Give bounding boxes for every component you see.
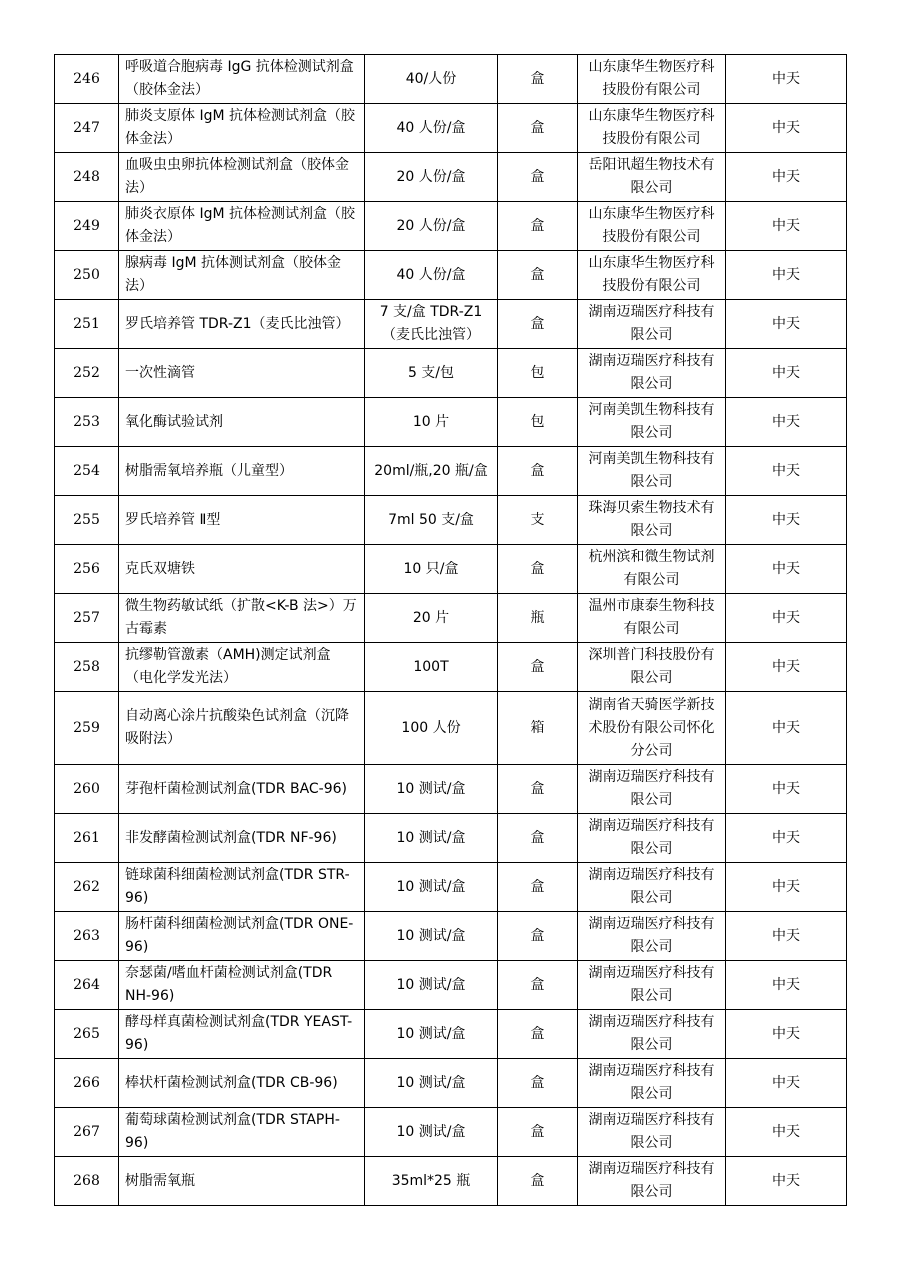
product-name: 抗缪勒管激素（AMH)测定试剂盒（电化学发光法） bbox=[119, 643, 365, 692]
row-number: 246 bbox=[55, 55, 119, 104]
product-unit: 盒 bbox=[498, 912, 578, 961]
row-number: 257 bbox=[55, 594, 119, 643]
distributor: 中天 bbox=[726, 765, 847, 814]
product-name: 一次性滴管 bbox=[119, 349, 365, 398]
distributor: 中天 bbox=[726, 349, 847, 398]
product-unit: 盒 bbox=[498, 863, 578, 912]
product-name: 酵母样真菌检测试剂盒(TDR YEAST-96) bbox=[119, 1010, 365, 1059]
distributor: 中天 bbox=[726, 863, 847, 912]
product-spec: 40 人份/盒 bbox=[365, 104, 498, 153]
manufacturer: 湖南迈瑞医疗科技有限公司 bbox=[578, 1059, 726, 1108]
distributor: 中天 bbox=[726, 447, 847, 496]
row-number: 248 bbox=[55, 153, 119, 202]
product-name: 树脂需氧培养瓶（儿童型） bbox=[119, 447, 365, 496]
table-row bbox=[55, 496, 847, 545]
product-spec: 20 人份/盒 bbox=[365, 153, 498, 202]
table-row bbox=[55, 863, 847, 912]
product-spec: 7ml 50 支/盒 bbox=[365, 496, 498, 545]
row-number: 256 bbox=[55, 545, 119, 594]
manufacturer: 温州市康泰生物科技有限公司 bbox=[578, 594, 726, 643]
product-unit: 盒 bbox=[498, 765, 578, 814]
product-spec: 10 测试/盒 bbox=[365, 1108, 498, 1157]
product-spec: 10 测试/盒 bbox=[365, 1059, 498, 1108]
row-number: 260 bbox=[55, 765, 119, 814]
manufacturer: 山东康华生物医疗科技股份有限公司 bbox=[578, 104, 726, 153]
table-row bbox=[55, 300, 847, 349]
product-unit: 盒 bbox=[498, 104, 578, 153]
product-name: 微生物药敏试纸（扩散<K-B 法>）万古霉素 bbox=[119, 594, 365, 643]
product-spec: 100 人份 bbox=[365, 692, 498, 765]
product-spec: 40 人份/盒 bbox=[365, 251, 498, 300]
product-name: 链球菌科细菌检测试剂盒(TDR STR-96) bbox=[119, 863, 365, 912]
distributor: 中天 bbox=[726, 398, 847, 447]
distributor: 中天 bbox=[726, 692, 847, 765]
manufacturer: 岳阳讯超生物技术有限公司 bbox=[578, 153, 726, 202]
product-spec: 10 测试/盒 bbox=[365, 912, 498, 961]
product-spec: 10 只/盒 bbox=[365, 545, 498, 594]
product-unit: 盒 bbox=[498, 961, 578, 1010]
product-unit: 盒 bbox=[498, 1010, 578, 1059]
product-name: 罗氏培养管 TDR-Z1（麦氏比浊管） bbox=[119, 300, 365, 349]
manufacturer: 河南美凯生物科技有限公司 bbox=[578, 398, 726, 447]
product-name: 腺病毒 IgM 抗体测试剂盒（胶体金法） bbox=[119, 251, 365, 300]
manufacturer: 山东康华生物医疗科技股份有限公司 bbox=[578, 55, 726, 104]
product-name: 非发酵菌检测试剂盒(TDR NF-96) bbox=[119, 814, 365, 863]
product-spec: 100T bbox=[365, 643, 498, 692]
product-name: 罗氏培养管 Ⅱ型 bbox=[119, 496, 365, 545]
product-spec: 20 片 bbox=[365, 594, 498, 643]
product-name: 呼吸道合胞病毒 IgG 抗体检测试剂盒（胶体金法） bbox=[119, 55, 365, 104]
product-table bbox=[54, 54, 847, 1206]
manufacturer: 湖南迈瑞医疗科技有限公司 bbox=[578, 765, 726, 814]
product-name: 葡萄球菌检测试剂盒(TDR STAPH-96) bbox=[119, 1108, 365, 1157]
product-unit: 瓶 bbox=[498, 594, 578, 643]
row-number: 254 bbox=[55, 447, 119, 496]
row-number: 255 bbox=[55, 496, 119, 545]
product-unit: 支 bbox=[498, 496, 578, 545]
product-unit: 包 bbox=[498, 398, 578, 447]
row-number: 266 bbox=[55, 1059, 119, 1108]
table-row bbox=[55, 447, 847, 496]
table-row bbox=[55, 643, 847, 692]
product-unit: 盒 bbox=[498, 300, 578, 349]
distributor: 中天 bbox=[726, 912, 847, 961]
product-unit: 盒 bbox=[498, 1157, 578, 1206]
distributor: 中天 bbox=[726, 961, 847, 1010]
manufacturer: 河南美凯生物科技有限公司 bbox=[578, 447, 726, 496]
product-unit: 盒 bbox=[498, 1059, 578, 1108]
distributor: 中天 bbox=[726, 1010, 847, 1059]
manufacturer: 湖南迈瑞医疗科技有限公司 bbox=[578, 814, 726, 863]
row-number: 262 bbox=[55, 863, 119, 912]
product-spec: 5 支/包 bbox=[365, 349, 498, 398]
product-name: 奈瑟菌/嗜血杆菌检测试剂盒(TDR NH-96) bbox=[119, 961, 365, 1010]
product-spec: 10 测试/盒 bbox=[365, 961, 498, 1010]
product-name: 自动离心涂片抗酸染色试剂盒（沉降吸附法） bbox=[119, 692, 365, 765]
product-spec: 7 支/盒 TDR-Z1（麦氏比浊管） bbox=[365, 300, 498, 349]
product-name: 树脂需氧瓶 bbox=[119, 1157, 365, 1206]
manufacturer: 珠海贝索生物技术有限公司 bbox=[578, 496, 726, 545]
manufacturer: 湖南迈瑞医疗科技有限公司 bbox=[578, 863, 726, 912]
product-name: 棒状杆菌检测试剂盒(TDR CB-96) bbox=[119, 1059, 365, 1108]
row-number: 268 bbox=[55, 1157, 119, 1206]
table-row bbox=[55, 202, 847, 251]
manufacturer: 湖南迈瑞医疗科技有限公司 bbox=[578, 1010, 726, 1059]
row-number: 249 bbox=[55, 202, 119, 251]
row-number: 253 bbox=[55, 398, 119, 447]
distributor: 中天 bbox=[726, 251, 847, 300]
table-row bbox=[55, 1108, 847, 1157]
product-spec: 10 测试/盒 bbox=[365, 863, 498, 912]
product-spec: 10 测试/盒 bbox=[365, 1010, 498, 1059]
product-name: 肠杆菌科细菌检测试剂盒(TDR ONE-96) bbox=[119, 912, 365, 961]
manufacturer: 湖南迈瑞医疗科技有限公司 bbox=[578, 1108, 726, 1157]
product-spec: 40/人份 bbox=[365, 55, 498, 104]
manufacturer: 杭州滨和微生物试剂有限公司 bbox=[578, 545, 726, 594]
table-row bbox=[55, 251, 847, 300]
product-unit: 盒 bbox=[498, 545, 578, 594]
distributor: 中天 bbox=[726, 153, 847, 202]
manufacturer: 湖南迈瑞医疗科技有限公司 bbox=[578, 300, 726, 349]
table-row bbox=[55, 104, 847, 153]
table-row bbox=[55, 765, 847, 814]
table-row bbox=[55, 961, 847, 1010]
row-number: 261 bbox=[55, 814, 119, 863]
product-name: 氧化酶试验试剂 bbox=[119, 398, 365, 447]
product-unit: 盒 bbox=[498, 55, 578, 104]
product-unit: 盒 bbox=[498, 447, 578, 496]
product-unit: 包 bbox=[498, 349, 578, 398]
manufacturer: 湖南迈瑞医疗科技有限公司 bbox=[578, 961, 726, 1010]
distributor: 中天 bbox=[726, 814, 847, 863]
row-number: 265 bbox=[55, 1010, 119, 1059]
product-spec: 35ml*25 瓶 bbox=[365, 1157, 498, 1206]
product-spec: 20ml/瓶,20 瓶/盒 bbox=[365, 447, 498, 496]
product-unit: 盒 bbox=[498, 202, 578, 251]
table-row bbox=[55, 349, 847, 398]
manufacturer: 湖南迈瑞医疗科技有限公司 bbox=[578, 912, 726, 961]
distributor: 中天 bbox=[726, 496, 847, 545]
row-number: 264 bbox=[55, 961, 119, 1010]
row-number: 258 bbox=[55, 643, 119, 692]
product-unit: 盒 bbox=[498, 814, 578, 863]
product-spec: 10 片 bbox=[365, 398, 498, 447]
product-name: 芽孢杆菌检测试剂盒(TDR BAC-96) bbox=[119, 765, 365, 814]
table-row bbox=[55, 153, 847, 202]
distributor: 中天 bbox=[726, 1059, 847, 1108]
product-name: 克氏双塘铁 bbox=[119, 545, 365, 594]
manufacturer: 山东康华生物医疗科技股份有限公司 bbox=[578, 202, 726, 251]
manufacturer: 湖南迈瑞医疗科技有限公司 bbox=[578, 1157, 726, 1206]
product-unit: 盒 bbox=[498, 1108, 578, 1157]
product-name: 肺炎衣原体 IgM 抗体检测试剂盒（胶体金法） bbox=[119, 202, 365, 251]
product-spec: 10 测试/盒 bbox=[365, 765, 498, 814]
row-number: 251 bbox=[55, 300, 119, 349]
product-name: 血吸虫虫卵抗体检测试剂盒（胶体金法） bbox=[119, 153, 365, 202]
table-row bbox=[55, 398, 847, 447]
distributor: 中天 bbox=[726, 1108, 847, 1157]
product-unit: 盒 bbox=[498, 153, 578, 202]
product-unit: 箱 bbox=[498, 692, 578, 765]
row-number: 263 bbox=[55, 912, 119, 961]
row-number: 259 bbox=[55, 692, 119, 765]
table-row bbox=[55, 545, 847, 594]
product-unit: 盒 bbox=[498, 251, 578, 300]
product-spec: 10 测试/盒 bbox=[365, 814, 498, 863]
distributor: 中天 bbox=[726, 643, 847, 692]
manufacturer: 湖南迈瑞医疗科技有限公司 bbox=[578, 349, 726, 398]
product-spec: 20 人份/盒 bbox=[365, 202, 498, 251]
distributor: 中天 bbox=[726, 55, 847, 104]
table-row bbox=[55, 912, 847, 961]
row-number: 252 bbox=[55, 349, 119, 398]
distributor: 中天 bbox=[726, 202, 847, 251]
manufacturer: 湖南省天骑医学新技术股份有限公司怀化分公司 bbox=[578, 692, 726, 765]
distributor: 中天 bbox=[726, 545, 847, 594]
table-row bbox=[55, 814, 847, 863]
table-row bbox=[55, 1059, 847, 1108]
table-row bbox=[55, 1010, 847, 1059]
table-row bbox=[55, 55, 847, 104]
distributor: 中天 bbox=[726, 104, 847, 153]
row-number: 250 bbox=[55, 251, 119, 300]
distributor: 中天 bbox=[726, 300, 847, 349]
distributor: 中天 bbox=[726, 594, 847, 643]
table-row bbox=[55, 594, 847, 643]
table-row bbox=[55, 1157, 847, 1206]
product-name: 肺炎支原体 IgM 抗体检测试剂盒（胶体金法） bbox=[119, 104, 365, 153]
product-unit: 盒 bbox=[498, 643, 578, 692]
manufacturer: 山东康华生物医疗科技股份有限公司 bbox=[578, 251, 726, 300]
distributor: 中天 bbox=[726, 1157, 847, 1206]
row-number: 247 bbox=[55, 104, 119, 153]
row-number: 267 bbox=[55, 1108, 119, 1157]
table-row bbox=[55, 692, 847, 765]
manufacturer: 深圳普门科技股份有限公司 bbox=[578, 643, 726, 692]
